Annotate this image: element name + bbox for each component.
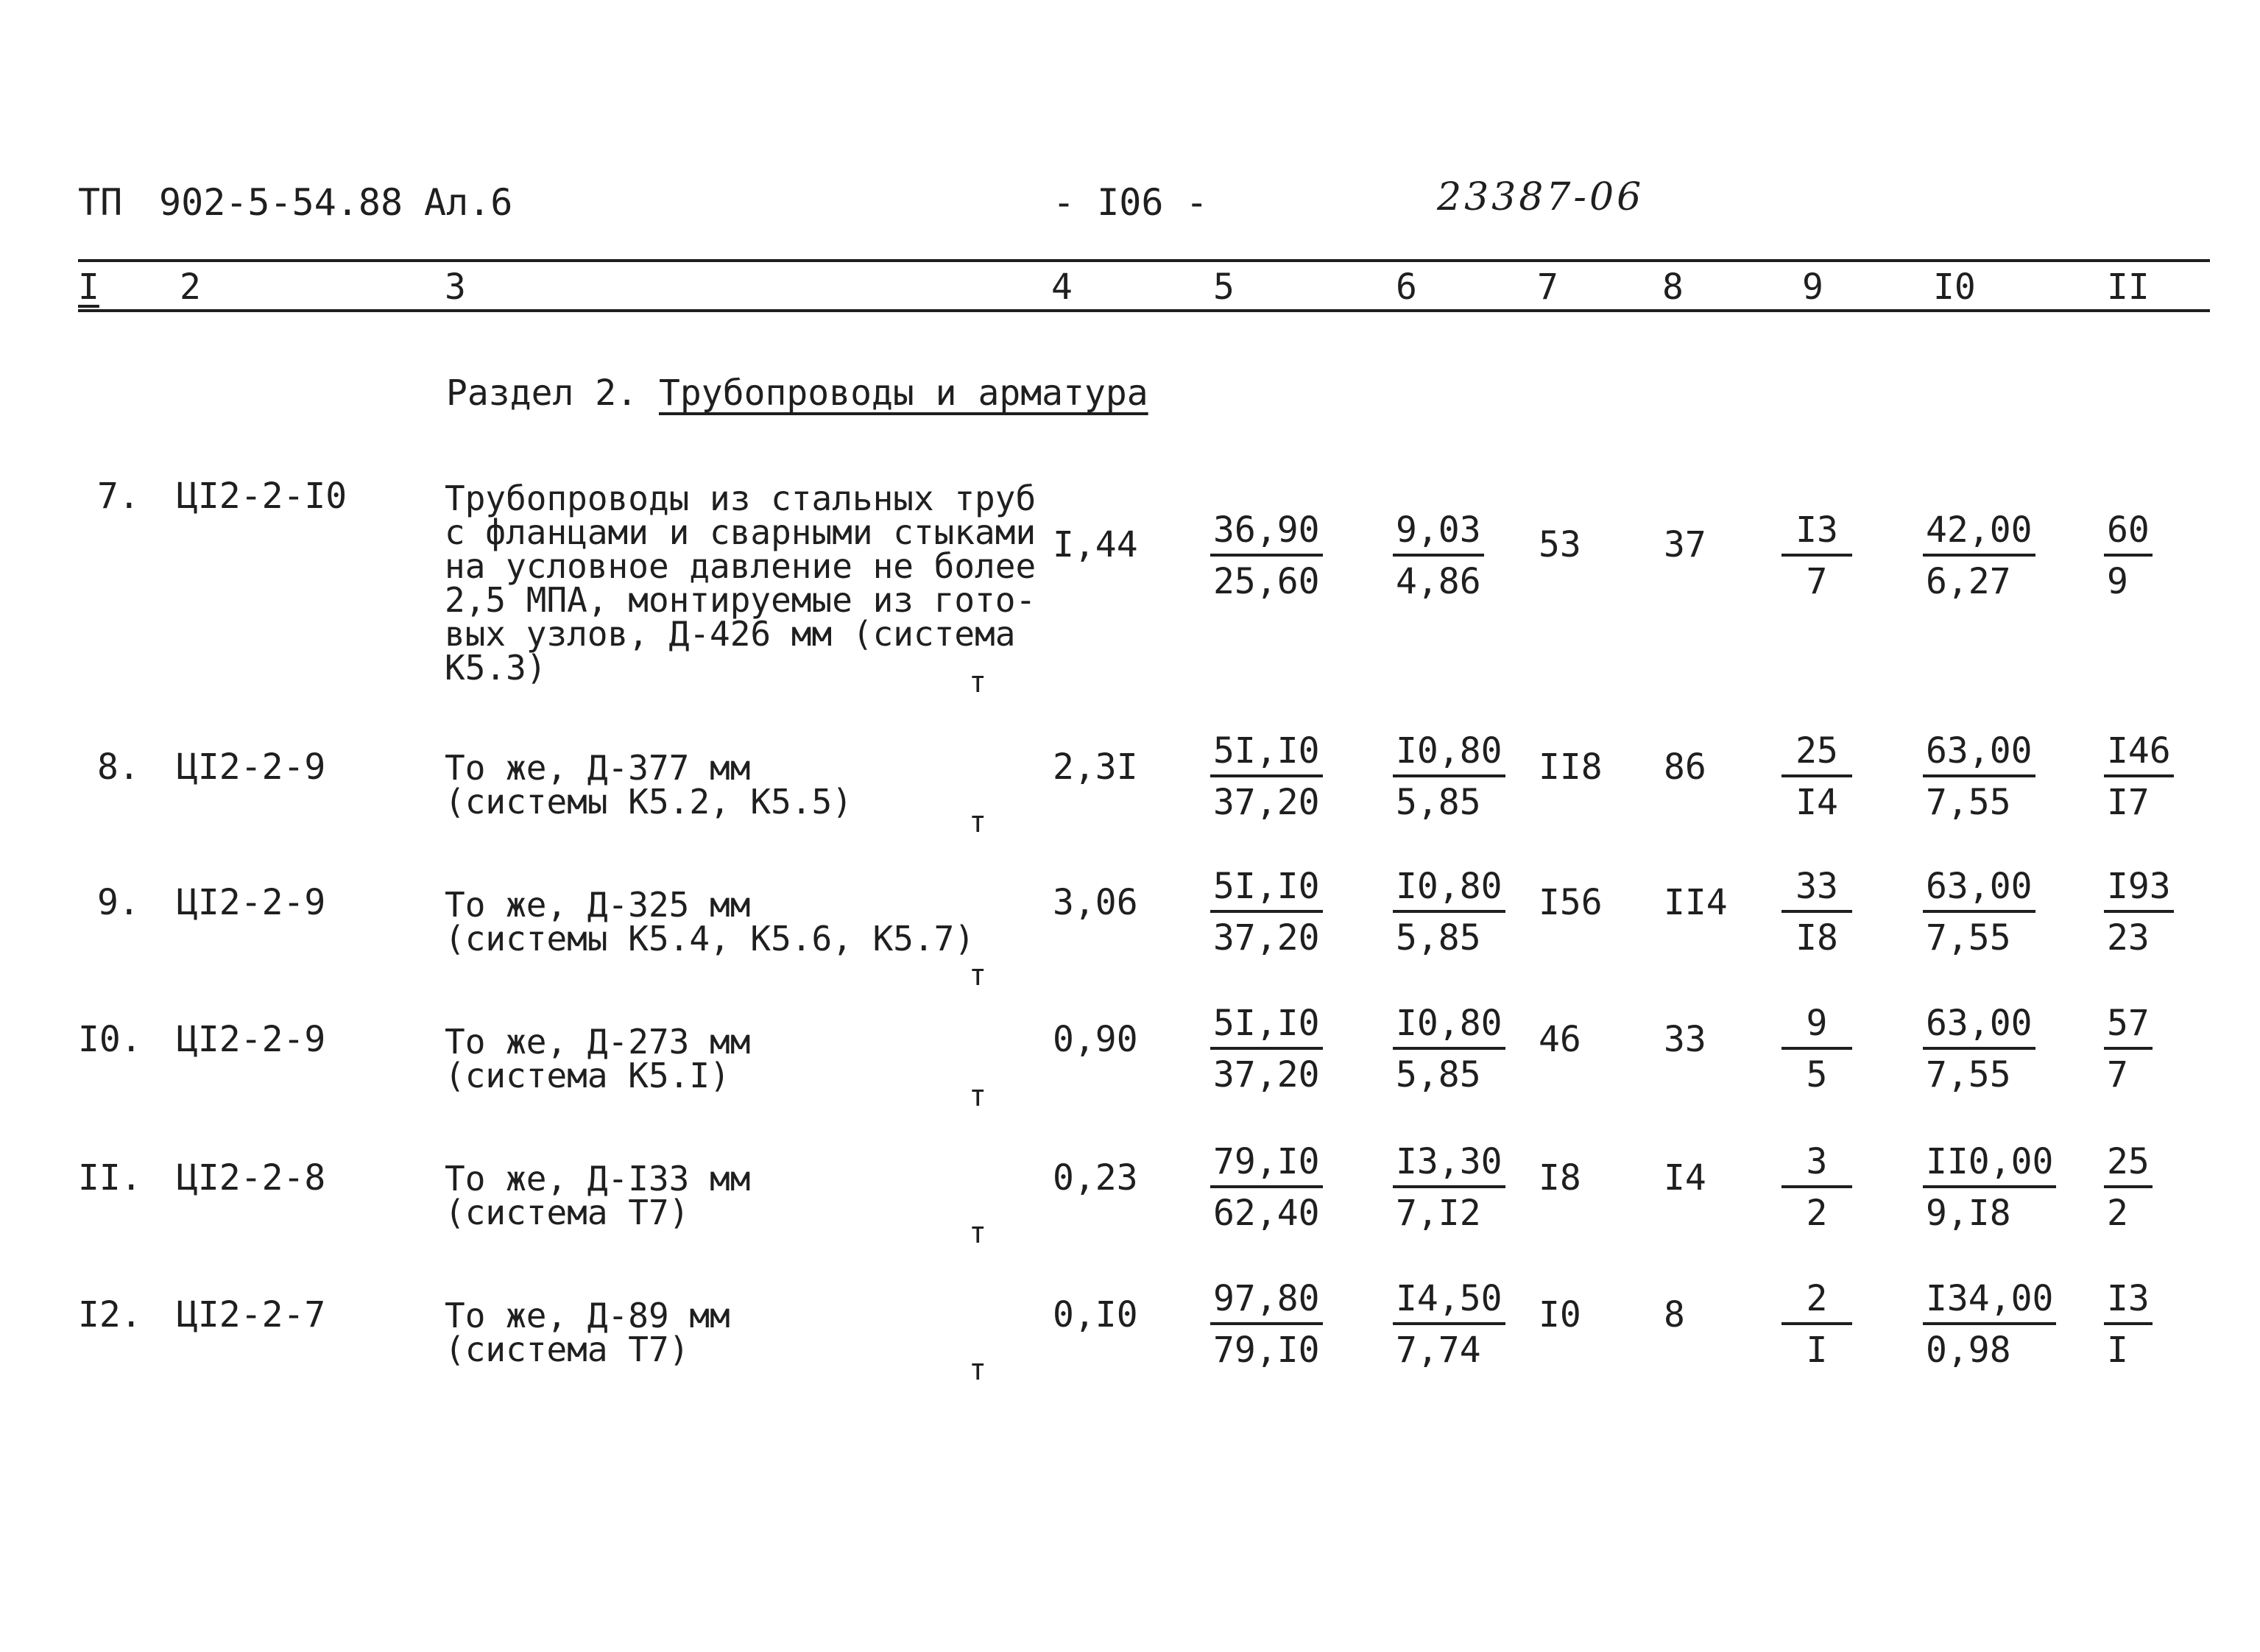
section-prefix: Раздел 2. <box>446 373 638 414</box>
header-album: Ал.6 <box>424 181 513 224</box>
row-col6-top: 9,03 <box>1393 508 1484 557</box>
row-col10-bottom: 7,55 <box>1926 782 2011 823</box>
row-code: ЦI2-2-7 <box>177 1294 326 1335</box>
row-col6-bottom: 5,85 <box>1396 917 1481 959</box>
section-title: Трубопроводы и арматура <box>659 373 1148 414</box>
row-col11-top: I3 <box>2104 1277 2153 1325</box>
row-col10-top: 42,00 <box>1923 508 2035 557</box>
row-col5-bottom: 37,20 <box>1213 782 1320 823</box>
row-col9 <box>1781 508 1852 604</box>
header-project-number: 902-5-54.88 <box>159 181 403 224</box>
row-description: То же, Д-I33 мм (система Т7) <box>445 1159 751 1232</box>
row-col6 <box>1393 729 1505 825</box>
row-col6-bottom: 5,85 <box>1396 782 1481 823</box>
row-description: Трубопроводы из стальных труб с фланцами и сварными стыками на условное давление не более 2,5 МПА, монтируемые из гото- вых узлов, Д-426 мм (система К5.3) <box>445 479 1037 688</box>
row-col10-bottom: 6,27 <box>1926 561 2011 602</box>
row-col11 <box>2104 1001 2153 1097</box>
row-col5 <box>1210 1277 1323 1372</box>
row-quantity: I,44 <box>1053 524 1138 565</box>
row-col8: 86 <box>1664 746 1706 788</box>
row-col6 <box>1393 1001 1505 1097</box>
row-col10-bottom: 0,98 <box>1926 1330 2011 1371</box>
row-unit: т <box>969 1216 987 1250</box>
row-col9-bottom: 5 <box>1806 1054 1828 1095</box>
row-col11-bottom: I <box>2107 1330 2128 1371</box>
column-number-7: 7 <box>1537 266 1558 308</box>
row-col9-top: 9 <box>1781 1001 1852 1050</box>
row-col11 <box>2104 729 2174 825</box>
row-col7: I0 <box>1539 1294 1581 1335</box>
row-col7: II8 <box>1539 746 1603 788</box>
row-col6-bottom: 5,85 <box>1396 1054 1481 1095</box>
row-col5 <box>1210 508 1323 604</box>
row-col9 <box>1781 1277 1852 1372</box>
row-col6-bottom: 4,86 <box>1396 561 1481 602</box>
row-col9-bottom: 7 <box>1806 561 1828 602</box>
row-col9-bottom: 2 <box>1806 1193 1828 1234</box>
row-col9-top: 33 <box>1781 864 1852 913</box>
row-unit: т <box>969 959 987 992</box>
section-heading <box>446 373 1148 414</box>
row-col6 <box>1393 1277 1505 1372</box>
row-col11-bottom: 23 <box>2107 917 2150 959</box>
column-number-3: 3 <box>445 266 466 308</box>
row-col11 <box>2104 864 2174 960</box>
table-top-rule <box>78 259 2210 262</box>
row-col11-bottom: 9 <box>2107 561 2128 602</box>
row-unit: т <box>969 1079 987 1113</box>
column-number-9: 9 <box>1802 266 1823 308</box>
row-col5 <box>1210 1140 1323 1235</box>
row-col11-bottom: 2 <box>2107 1193 2128 1234</box>
row-col10 <box>1923 729 2035 825</box>
row-unit: т <box>969 666 987 699</box>
row-col7: I8 <box>1539 1157 1581 1199</box>
row-col5-bottom: 79,I0 <box>1213 1330 1320 1371</box>
row-col10 <box>1923 1001 2035 1097</box>
row-col7: 46 <box>1539 1019 1581 1060</box>
row-col5 <box>1210 729 1323 825</box>
row-col6 <box>1393 508 1484 604</box>
row-col9-bottom: I4 <box>1795 782 1838 823</box>
row-quantity: 0,I0 <box>1053 1294 1138 1335</box>
row-col6-top: I0,80 <box>1393 729 1505 777</box>
row-col9-top: I3 <box>1781 508 1852 557</box>
row-number: 8. <box>97 746 140 788</box>
row-col11-top: 25 <box>2104 1140 2153 1188</box>
row-col5-top: 5I,I0 <box>1210 864 1323 913</box>
row-col11-top: 57 <box>2104 1001 2153 1050</box>
row-col7: I56 <box>1539 882 1603 923</box>
row-col5-top: 79,I0 <box>1210 1140 1323 1188</box>
row-number: 7. <box>97 476 140 517</box>
row-unit: т <box>969 805 987 839</box>
row-description: То же, Д-89 мм (система Т7) <box>445 1296 730 1369</box>
row-col6-top: I0,80 <box>1393 864 1505 913</box>
column-number-6: 6 <box>1396 266 1417 308</box>
row-col6-top: I4,50 <box>1393 1277 1505 1325</box>
row-col10-bottom: 7,55 <box>1926 1054 2011 1095</box>
row-col6 <box>1393 1140 1505 1235</box>
row-col5-top: 36,90 <box>1210 508 1323 557</box>
row-col10-bottom: 9,I8 <box>1926 1193 2011 1234</box>
row-col8: 8 <box>1664 1294 1685 1335</box>
row-col6-bottom: 7,74 <box>1396 1330 1481 1371</box>
row-col11-top: 60 <box>2104 508 2153 557</box>
row-quantity: 0,90 <box>1053 1019 1138 1060</box>
document-number: 23387-06 <box>1437 175 1645 219</box>
row-col5-bottom: 37,20 <box>1213 917 1320 959</box>
row-code: ЦI2-2-8 <box>177 1157 326 1199</box>
row-col6-bottom: 7,I2 <box>1396 1193 1481 1234</box>
row-col10-top: II0,00 <box>1923 1140 2056 1188</box>
page-number: - I06 - <box>1053 181 1208 224</box>
row-code: ЦI2-2-9 <box>177 746 326 788</box>
row-col6-top: I3,30 <box>1393 1140 1505 1188</box>
row-col10 <box>1923 1140 2056 1235</box>
row-col8: 33 <box>1664 1019 1706 1060</box>
row-col8: 37 <box>1664 524 1706 565</box>
row-col10 <box>1923 508 2035 604</box>
row-col10 <box>1923 864 2035 960</box>
row-description: То же, Д-273 мм (система К5.I) <box>445 1022 751 1095</box>
row-col9 <box>1781 864 1852 960</box>
row-col10-top: 63,00 <box>1923 1001 2035 1050</box>
row-col10-top: 63,00 <box>1923 729 2035 777</box>
row-col11 <box>2104 508 2153 604</box>
row-col9-top: 3 <box>1781 1140 1852 1188</box>
column-number-5: 5 <box>1213 266 1235 308</box>
row-col6-top: I0,80 <box>1393 1001 1505 1050</box>
row-col8: I4 <box>1664 1157 1706 1199</box>
table-header-rule <box>78 309 2210 312</box>
row-col11-top: I93 <box>2104 864 2174 913</box>
column-number-1: I <box>78 266 99 308</box>
row-col5 <box>1210 864 1323 960</box>
row-col9 <box>1781 1001 1852 1097</box>
row-col6 <box>1393 864 1505 960</box>
row-col5 <box>1210 1001 1323 1097</box>
row-col11 <box>2104 1140 2153 1235</box>
row-col10-top: I34,00 <box>1923 1277 2056 1325</box>
row-col9-bottom: I <box>1806 1330 1828 1371</box>
row-quantity: 0,23 <box>1053 1157 1138 1199</box>
row-code: ЦI2-2-9 <box>177 1019 326 1060</box>
row-quantity: 3,06 <box>1053 882 1138 923</box>
row-col5-bottom: 62,40 <box>1213 1193 1320 1234</box>
row-col5-bottom: 25,60 <box>1213 561 1320 602</box>
row-description: То же, Д-377 мм (системы К5.2, К5.5) <box>445 748 852 822</box>
row-col11 <box>2104 1277 2153 1372</box>
row-col7: 53 <box>1539 524 1581 565</box>
row-code: ЦI2-2-I0 <box>177 476 347 517</box>
row-col5-bottom: 37,20 <box>1213 1054 1320 1095</box>
row-number: 9. <box>97 882 140 923</box>
row-number: I2. <box>78 1294 142 1335</box>
row-col9 <box>1781 729 1852 825</box>
column-number-10: I0 <box>1933 266 1976 308</box>
column-number-2: 2 <box>180 266 201 308</box>
row-col5-top: 5I,I0 <box>1210 1001 1323 1050</box>
row-col9 <box>1781 1140 1852 1235</box>
row-col5-top: 97,80 <box>1210 1277 1323 1325</box>
header-code: ТП <box>78 181 123 224</box>
row-col5-top: 5I,I0 <box>1210 729 1323 777</box>
row-unit: т <box>969 1353 987 1387</box>
column-number-8: 8 <box>1662 266 1684 308</box>
row-col11-bottom: I7 <box>2107 782 2150 823</box>
row-col9-bottom: I8 <box>1795 917 1838 959</box>
row-code: ЦI2-2-9 <box>177 882 326 923</box>
row-col9-top: 2 <box>1781 1277 1852 1325</box>
row-quantity: 2,3I <box>1053 746 1138 788</box>
row-number: I0. <box>78 1019 142 1060</box>
row-col10-bottom: 7,55 <box>1926 917 2011 959</box>
column-number-11: II <box>2107 266 2150 308</box>
row-col9-top: 25 <box>1781 729 1852 777</box>
row-number: II. <box>78 1157 142 1199</box>
row-description: То же, Д-325 мм (системы К5.4, К5.6, К5.7) <box>445 885 975 959</box>
row-col11-top: I46 <box>2104 729 2174 777</box>
row-col10 <box>1923 1277 2056 1372</box>
row-col10-top: 63,00 <box>1923 864 2035 913</box>
column-number-4: 4 <box>1051 266 1073 308</box>
row-col8: II4 <box>1664 882 1728 923</box>
row-col11-bottom: 7 <box>2107 1054 2128 1095</box>
